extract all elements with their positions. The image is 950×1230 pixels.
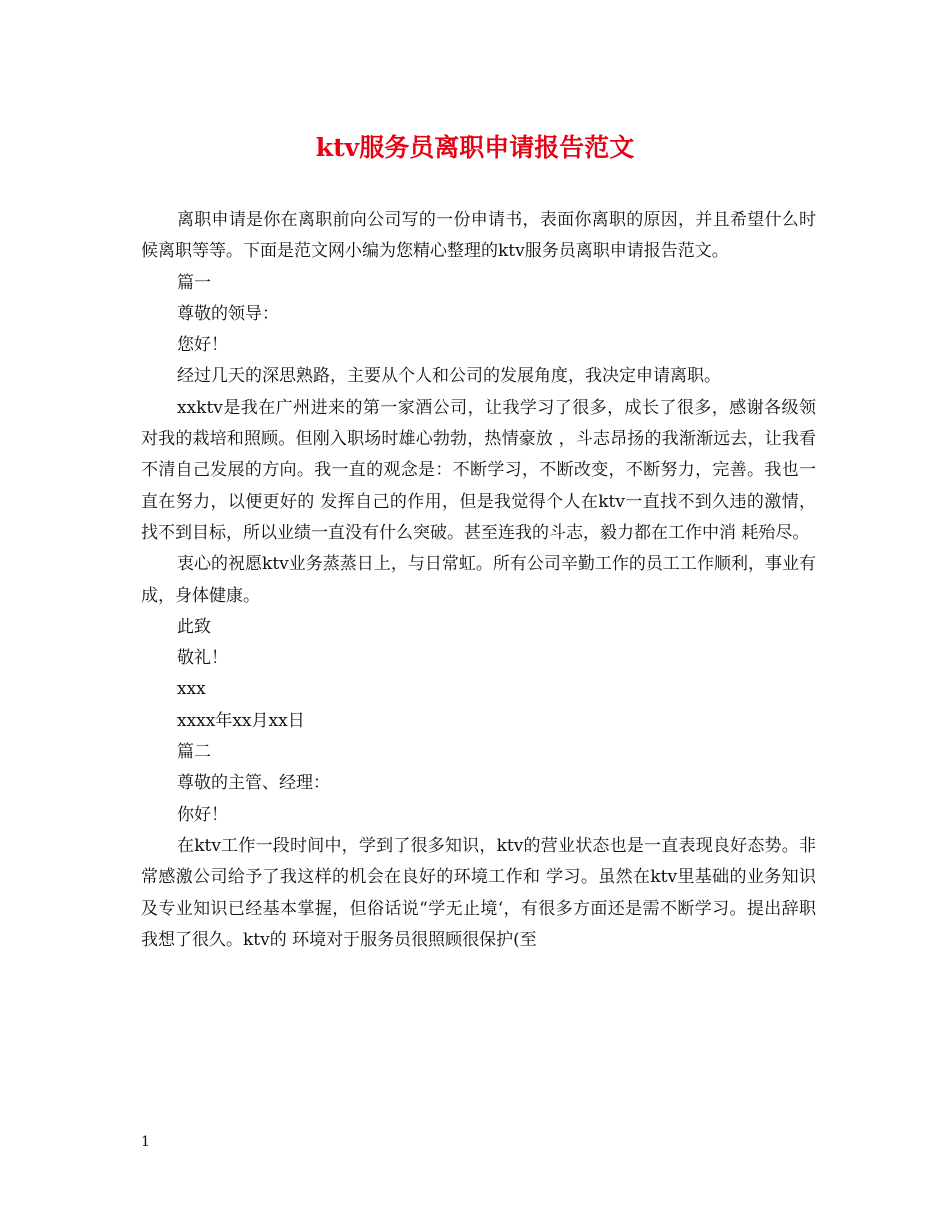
signature-name: xxx [177, 679, 206, 700]
section-heading-1: 篇一 [177, 272, 211, 293]
section-heading-2: 篇二 [177, 742, 211, 763]
salutation-2: 尊敬的主管、经理： [177, 773, 330, 794]
document-title: ktv服务员离职申请报告范文 [315, 133, 635, 162]
letter-paragraph: 在ktv工作一段时间中，学到了很多知识，ktv的营业状态也是一直表现良好态势。非常感激公司给予了我这样的机会在良好的环境工作和 学习。虽然在ktv里基础的业务知识及专业知识已经基本掌握，但俗话说“学无止境‘，有很多方面还是需不断学习。提出辞职我想了很久。ktv的 环境对于服务员很照顾很保护(至 [141, 835, 816, 950]
greeting-1: 您好！ [177, 335, 228, 356]
intro-paragraph: 离职申请是你在离职前向公司写的一份申请书，表面你离职的原因，并且希望什么时候离职等等。下面是范文网小编为您精心整理的ktv服务员离职申请报告范文。 [141, 210, 816, 262]
closing-line: 此致 [177, 616, 211, 637]
letter-paragraph: xxktv是我在广州进来的第一家酒公司，让我学习了很多，成长了很多，感谢各级领对我的栽培和照顾。但刚入职场时雄心勃勃，热情豪放 ，斗志昂扬的我渐渐远去，让我看不清自己发展的方向。我一直的观念是：不断学习，不断改变，不断努力，完善。我也一直在努力，以便更好的 发挥自己的作用，但是我觉得个人在ktv一直找不到久违的激情，找不到目标，所以业绩一直没有什么突破。甚至连我的斗志，毅力都在工作中消 耗殆尽。 [141, 397, 816, 543]
greeting-2: 你好！ [177, 804, 228, 825]
page-number: 1 [141, 1134, 150, 1150]
closing-salute: 敬礼！ [177, 648, 228, 669]
letter-paragraph: 经过几天的深思熟路，主要从个人和公司的发展角度，我决定申请离职。 [177, 366, 721, 387]
salutation-1: 尊敬的领导： [177, 303, 279, 324]
letter-paragraph: 衷心的祝愿ktv业务蒸蒸日上，与日常虹。所有公司辛勤工作的员工工作顺利，事业有成，身体健康。 [141, 554, 816, 606]
document-body [141, 205, 816, 956]
signature-date: xxxx年xx月xx日 [177, 710, 305, 731]
